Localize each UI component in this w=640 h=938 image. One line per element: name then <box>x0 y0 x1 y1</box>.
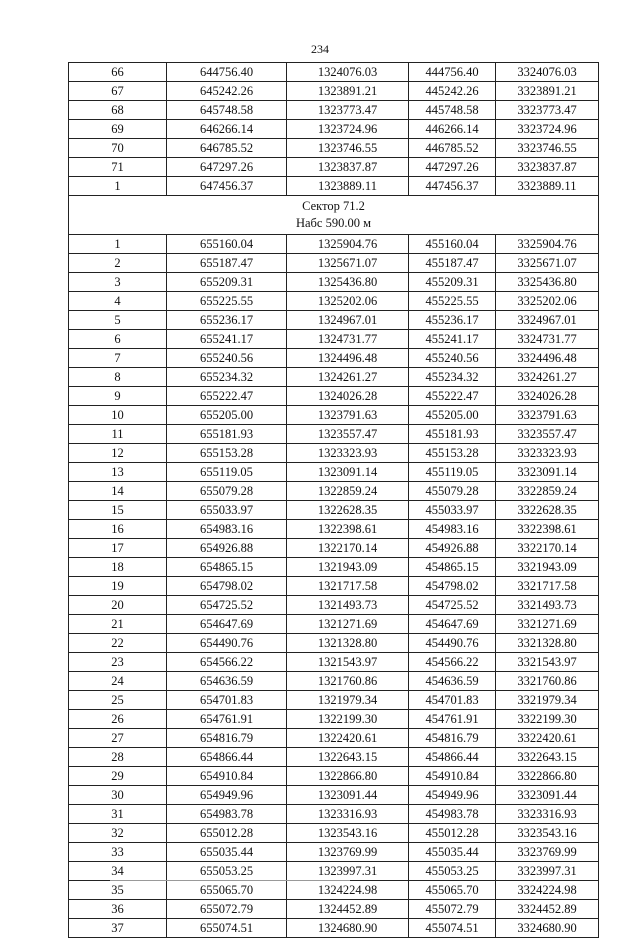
table-row <box>69 615 599 634</box>
y-msk-cell: 3323091.14 <box>496 463 599 482</box>
table-row <box>69 158 599 177</box>
point-number-cell: 13 <box>69 463 167 482</box>
table-section-previous <box>69 63 599 196</box>
x-local-cell: 654910.84 <box>167 767 287 786</box>
y-local-cell: 1321543.97 <box>287 653 409 672</box>
table-row <box>69 368 599 387</box>
point-number-cell: 70 <box>69 139 167 158</box>
point-number-cell: 3 <box>69 273 167 292</box>
table-row <box>69 63 599 82</box>
table-row <box>69 843 599 862</box>
y-local-cell: 1324452.89 <box>287 900 409 919</box>
x-msk-cell: 455209.31 <box>409 273 496 292</box>
sector-title: Сектор 71.2 <box>302 199 365 213</box>
table-row <box>69 482 599 501</box>
x-msk-cell: 454983.16 <box>409 520 496 539</box>
point-number-cell: 25 <box>69 691 167 710</box>
table-row <box>69 463 599 482</box>
x-msk-cell: 446266.14 <box>409 120 496 139</box>
x-local-cell: 655241.17 <box>167 330 287 349</box>
x-local-cell: 655160.04 <box>167 235 287 254</box>
table-row <box>69 254 599 273</box>
point-number-cell: 23 <box>69 653 167 672</box>
point-number-cell: 2 <box>69 254 167 273</box>
table-row <box>69 177 599 196</box>
point-number-cell: 14 <box>69 482 167 501</box>
y-local-cell: 1324967.01 <box>287 311 409 330</box>
point-number-cell: 27 <box>69 729 167 748</box>
sector-header-row <box>69 196 599 235</box>
y-msk-cell: 3324680.90 <box>496 919 599 938</box>
y-local-cell: 1323837.87 <box>287 158 409 177</box>
point-number-cell: 12 <box>69 444 167 463</box>
table-row <box>69 311 599 330</box>
y-local-cell: 1321943.09 <box>287 558 409 577</box>
y-msk-cell: 3323557.47 <box>496 425 599 444</box>
point-number-cell: 24 <box>69 672 167 691</box>
x-msk-cell: 454949.96 <box>409 786 496 805</box>
y-local-cell: 1325671.07 <box>287 254 409 273</box>
y-local-cell: 1322643.15 <box>287 748 409 767</box>
point-number-cell: 68 <box>69 101 167 120</box>
x-msk-cell: 445748.58 <box>409 101 496 120</box>
y-msk-cell: 3321543.97 <box>496 653 599 672</box>
point-number-cell: 15 <box>69 501 167 520</box>
y-msk-cell: 3323769.99 <box>496 843 599 862</box>
x-msk-cell: 447297.26 <box>409 158 496 177</box>
table-row <box>69 919 599 938</box>
y-msk-cell: 3323316.93 <box>496 805 599 824</box>
y-msk-cell: 3322628.35 <box>496 501 599 520</box>
x-msk-cell: 455012.28 <box>409 824 496 843</box>
y-msk-cell: 3325436.80 <box>496 273 599 292</box>
point-number-cell: 37 <box>69 919 167 938</box>
y-local-cell: 1324261.27 <box>287 368 409 387</box>
y-local-cell: 1324224.98 <box>287 881 409 900</box>
y-msk-cell: 3323891.21 <box>496 82 599 101</box>
y-msk-cell: 3323773.47 <box>496 101 599 120</box>
x-local-cell: 655236.17 <box>167 311 287 330</box>
x-local-cell: 655222.47 <box>167 387 287 406</box>
x-local-cell: 655119.05 <box>167 463 287 482</box>
x-msk-cell: 454798.02 <box>409 577 496 596</box>
y-msk-cell: 3324496.48 <box>496 349 599 368</box>
y-msk-cell: 3324731.77 <box>496 330 599 349</box>
x-msk-cell: 455234.32 <box>409 368 496 387</box>
x-msk-cell: 455187.47 <box>409 254 496 273</box>
point-number-cell: 7 <box>69 349 167 368</box>
x-msk-cell: 455222.47 <box>409 387 496 406</box>
x-msk-cell: 444756.40 <box>409 63 496 82</box>
coordinates-table <box>68 62 599 938</box>
point-number-cell: 36 <box>69 900 167 919</box>
point-number-cell: 18 <box>69 558 167 577</box>
point-number-cell: 17 <box>69 539 167 558</box>
table-row <box>69 786 599 805</box>
x-local-cell: 655240.56 <box>167 349 287 368</box>
y-msk-cell: 3324967.01 <box>496 311 599 330</box>
point-number-cell: 1 <box>69 235 167 254</box>
y-local-cell: 1323769.99 <box>287 843 409 862</box>
y-msk-cell: 3321493.73 <box>496 596 599 615</box>
sector-height: Набс 590.00 м <box>295 216 372 230</box>
y-msk-cell: 3323997.31 <box>496 862 599 881</box>
y-msk-cell: 3324261.27 <box>496 368 599 387</box>
x-msk-cell: 455160.04 <box>409 235 496 254</box>
x-local-cell: 655065.70 <box>167 881 287 900</box>
table-row <box>69 862 599 881</box>
point-number-cell: 29 <box>69 767 167 786</box>
x-msk-cell: 455236.17 <box>409 311 496 330</box>
x-msk-cell: 455074.51 <box>409 919 496 938</box>
y-msk-cell: 3322199.30 <box>496 710 599 729</box>
y-msk-cell: 3324026.28 <box>496 387 599 406</box>
y-local-cell: 1323557.47 <box>287 425 409 444</box>
table-row <box>69 710 599 729</box>
table-row <box>69 672 599 691</box>
x-local-cell: 654761.91 <box>167 710 287 729</box>
point-number-cell: 19 <box>69 577 167 596</box>
x-msk-cell: 455065.70 <box>409 881 496 900</box>
point-number-cell: 1 <box>69 177 167 196</box>
y-local-cell: 1324731.77 <box>287 330 409 349</box>
x-msk-cell: 454866.44 <box>409 748 496 767</box>
table-row <box>69 444 599 463</box>
x-msk-cell: 454636.59 <box>409 672 496 691</box>
y-msk-cell: 3321943.09 <box>496 558 599 577</box>
point-number-cell: 31 <box>69 805 167 824</box>
x-local-cell: 654725.52 <box>167 596 287 615</box>
x-local-cell: 654983.78 <box>167 805 287 824</box>
y-local-cell: 1322628.35 <box>287 501 409 520</box>
y-msk-cell: 3324076.03 <box>496 63 599 82</box>
x-local-cell: 654983.16 <box>167 520 287 539</box>
y-msk-cell: 3322420.61 <box>496 729 599 748</box>
y-msk-cell: 3323543.16 <box>496 824 599 843</box>
y-local-cell: 1322866.80 <box>287 767 409 786</box>
table-row <box>69 824 599 843</box>
point-number-cell: 16 <box>69 520 167 539</box>
x-msk-cell: 446785.52 <box>409 139 496 158</box>
table-row <box>69 520 599 539</box>
table-row <box>69 767 599 786</box>
y-local-cell: 1324026.28 <box>287 387 409 406</box>
y-msk-cell: 3323091.44 <box>496 786 599 805</box>
point-number-cell: 4 <box>69 292 167 311</box>
y-msk-cell: 3321760.86 <box>496 672 599 691</box>
x-local-cell: 655074.51 <box>167 919 287 938</box>
table-row <box>69 729 599 748</box>
x-local-cell: 654866.44 <box>167 748 287 767</box>
y-local-cell: 1323889.11 <box>287 177 409 196</box>
table-row <box>69 120 599 139</box>
y-msk-cell: 3322643.15 <box>496 748 599 767</box>
y-msk-cell: 3322398.61 <box>496 520 599 539</box>
x-msk-cell: 455225.55 <box>409 292 496 311</box>
table-row <box>69 139 599 158</box>
x-msk-cell: 454725.52 <box>409 596 496 615</box>
x-msk-cell: 454910.84 <box>409 767 496 786</box>
table-row <box>69 653 599 672</box>
x-local-cell: 655153.28 <box>167 444 287 463</box>
point-number-cell: 8 <box>69 368 167 387</box>
y-local-cell: 1323316.93 <box>287 805 409 824</box>
y-local-cell: 1325436.80 <box>287 273 409 292</box>
x-msk-cell: 455119.05 <box>409 463 496 482</box>
table-row <box>69 330 599 349</box>
y-msk-cell: 3325671.07 <box>496 254 599 273</box>
x-local-cell: 646266.14 <box>167 120 287 139</box>
y-msk-cell: 3324224.98 <box>496 881 599 900</box>
y-local-cell: 1323323.93 <box>287 444 409 463</box>
x-local-cell: 655079.28 <box>167 482 287 501</box>
y-local-cell: 1323997.31 <box>287 862 409 881</box>
y-local-cell: 1323891.21 <box>287 82 409 101</box>
y-msk-cell: 3325202.06 <box>496 292 599 311</box>
point-number-cell: 22 <box>69 634 167 653</box>
y-msk-cell: 3324452.89 <box>496 900 599 919</box>
y-msk-cell: 3325904.76 <box>496 235 599 254</box>
x-local-cell: 655053.25 <box>167 862 287 881</box>
point-number-cell: 67 <box>69 82 167 101</box>
point-number-cell: 21 <box>69 615 167 634</box>
x-local-cell: 655225.55 <box>167 292 287 311</box>
x-msk-cell: 447456.37 <box>409 177 496 196</box>
x-msk-cell: 454926.88 <box>409 539 496 558</box>
x-msk-cell: 455079.28 <box>409 482 496 501</box>
x-msk-cell: 454865.15 <box>409 558 496 577</box>
x-msk-cell: 455035.44 <box>409 843 496 862</box>
x-local-cell: 654865.15 <box>167 558 287 577</box>
x-local-cell: 654798.02 <box>167 577 287 596</box>
table-row <box>69 539 599 558</box>
y-local-cell: 1324680.90 <box>287 919 409 938</box>
table-row <box>69 406 599 425</box>
x-msk-cell: 454490.76 <box>409 634 496 653</box>
y-msk-cell: 3323323.93 <box>496 444 599 463</box>
point-number-cell: 30 <box>69 786 167 805</box>
point-number-cell: 20 <box>69 596 167 615</box>
y-msk-cell: 3321979.34 <box>496 691 599 710</box>
x-msk-cell: 454701.83 <box>409 691 496 710</box>
point-number-cell: 33 <box>69 843 167 862</box>
x-local-cell: 654949.96 <box>167 786 287 805</box>
x-msk-cell: 455241.17 <box>409 330 496 349</box>
x-local-cell: 654647.69 <box>167 615 287 634</box>
x-msk-cell: 455205.00 <box>409 406 496 425</box>
x-local-cell: 655234.32 <box>167 368 287 387</box>
table-row <box>69 577 599 596</box>
x-msk-cell: 455181.93 <box>409 425 496 444</box>
x-local-cell: 654816.79 <box>167 729 287 748</box>
y-local-cell: 1321493.73 <box>287 596 409 615</box>
x-local-cell: 655033.97 <box>167 501 287 520</box>
table-row <box>69 387 599 406</box>
y-local-cell: 1321328.80 <box>287 634 409 653</box>
y-local-cell: 1321717.58 <box>287 577 409 596</box>
y-local-cell: 1322859.24 <box>287 482 409 501</box>
x-local-cell: 654926.88 <box>167 539 287 558</box>
table-row <box>69 558 599 577</box>
x-local-cell: 654636.59 <box>167 672 287 691</box>
table-row <box>69 101 599 120</box>
y-local-cell: 1325202.06 <box>287 292 409 311</box>
table-row <box>69 748 599 767</box>
footer-divider <box>110 880 350 881</box>
x-msk-cell: 455053.25 <box>409 862 496 881</box>
table-row <box>69 82 599 101</box>
x-local-cell: 655181.93 <box>167 425 287 444</box>
table-row <box>69 900 599 919</box>
table-row <box>69 634 599 653</box>
y-msk-cell: 3321328.80 <box>496 634 599 653</box>
point-number-cell: 26 <box>69 710 167 729</box>
y-msk-cell: 3323791.63 <box>496 406 599 425</box>
x-msk-cell: 454761.91 <box>409 710 496 729</box>
table-row <box>69 596 599 615</box>
y-local-cell: 1324496.48 <box>287 349 409 368</box>
x-msk-cell: 455072.79 <box>409 900 496 919</box>
y-local-cell: 1325904.76 <box>287 235 409 254</box>
point-number-cell: 11 <box>69 425 167 444</box>
x-local-cell: 645242.26 <box>167 82 287 101</box>
table-row <box>69 691 599 710</box>
sector-header-cell <box>69 196 599 235</box>
point-number-cell: 28 <box>69 748 167 767</box>
x-local-cell: 654701.83 <box>167 691 287 710</box>
x-local-cell: 646785.52 <box>167 139 287 158</box>
table-row <box>69 273 599 292</box>
y-local-cell: 1321979.34 <box>287 691 409 710</box>
x-msk-cell: 455153.28 <box>409 444 496 463</box>
point-number-cell: 71 <box>69 158 167 177</box>
x-local-cell: 655209.31 <box>167 273 287 292</box>
point-number-cell: 69 <box>69 120 167 139</box>
y-local-cell: 1324076.03 <box>287 63 409 82</box>
x-msk-cell: 454816.79 <box>409 729 496 748</box>
y-msk-cell: 3322170.14 <box>496 539 599 558</box>
y-msk-cell: 3322859.24 <box>496 482 599 501</box>
table-row <box>69 349 599 368</box>
x-local-cell: 647456.37 <box>167 177 287 196</box>
point-number-cell: 9 <box>69 387 167 406</box>
table-row <box>69 881 599 900</box>
x-local-cell: 655072.79 <box>167 900 287 919</box>
y-msk-cell: 3323837.87 <box>496 158 599 177</box>
table-row <box>69 292 599 311</box>
y-local-cell: 1323543.16 <box>287 824 409 843</box>
x-local-cell: 655205.00 <box>167 406 287 425</box>
page-number: 234 <box>311 42 329 56</box>
y-local-cell: 1322420.61 <box>287 729 409 748</box>
y-msk-cell: 3323746.55 <box>496 139 599 158</box>
x-msk-cell: 445242.26 <box>409 82 496 101</box>
y-local-cell: 1323791.63 <box>287 406 409 425</box>
y-msk-cell: 3321271.69 <box>496 615 599 634</box>
table-section-sector <box>69 235 599 938</box>
point-number-cell: 32 <box>69 824 167 843</box>
y-local-cell: 1323773.47 <box>287 101 409 120</box>
y-local-cell: 1323724.96 <box>287 120 409 139</box>
x-local-cell: 655035.44 <box>167 843 287 862</box>
point-number-cell: 10 <box>69 406 167 425</box>
y-msk-cell: 3322866.80 <box>496 767 599 786</box>
y-local-cell: 1322398.61 <box>287 520 409 539</box>
y-local-cell: 1323746.55 <box>287 139 409 158</box>
x-local-cell: 645748.58 <box>167 101 287 120</box>
x-local-cell: 644756.40 <box>167 63 287 82</box>
x-msk-cell: 454647.69 <box>409 615 496 634</box>
point-number-cell: 35 <box>69 881 167 900</box>
y-local-cell: 1322199.30 <box>287 710 409 729</box>
point-number-cell: 6 <box>69 330 167 349</box>
y-msk-cell: 3323724.96 <box>496 120 599 139</box>
x-msk-cell: 455033.97 <box>409 501 496 520</box>
point-number-cell: 34 <box>69 862 167 881</box>
x-local-cell: 654566.22 <box>167 653 287 672</box>
x-msk-cell: 454566.22 <box>409 653 496 672</box>
y-msk-cell: 3321717.58 <box>496 577 599 596</box>
y-local-cell: 1321271.69 <box>287 615 409 634</box>
x-local-cell: 647297.26 <box>167 158 287 177</box>
table-row <box>69 235 599 254</box>
table-row <box>69 501 599 520</box>
table-row <box>69 425 599 444</box>
x-local-cell: 655187.47 <box>167 254 287 273</box>
y-local-cell: 1323091.14 <box>287 463 409 482</box>
y-local-cell: 1323091.44 <box>287 786 409 805</box>
sector-header <box>69 196 599 235</box>
x-local-cell: 655012.28 <box>167 824 287 843</box>
table-row <box>69 805 599 824</box>
point-number-cell: 5 <box>69 311 167 330</box>
y-msk-cell: 3323889.11 <box>496 177 599 196</box>
x-msk-cell: 454983.78 <box>409 805 496 824</box>
x-msk-cell: 455240.56 <box>409 349 496 368</box>
point-number-cell: 66 <box>69 63 167 82</box>
y-local-cell: 1322170.14 <box>287 539 409 558</box>
y-local-cell: 1321760.86 <box>287 672 409 691</box>
x-local-cell: 654490.76 <box>167 634 287 653</box>
